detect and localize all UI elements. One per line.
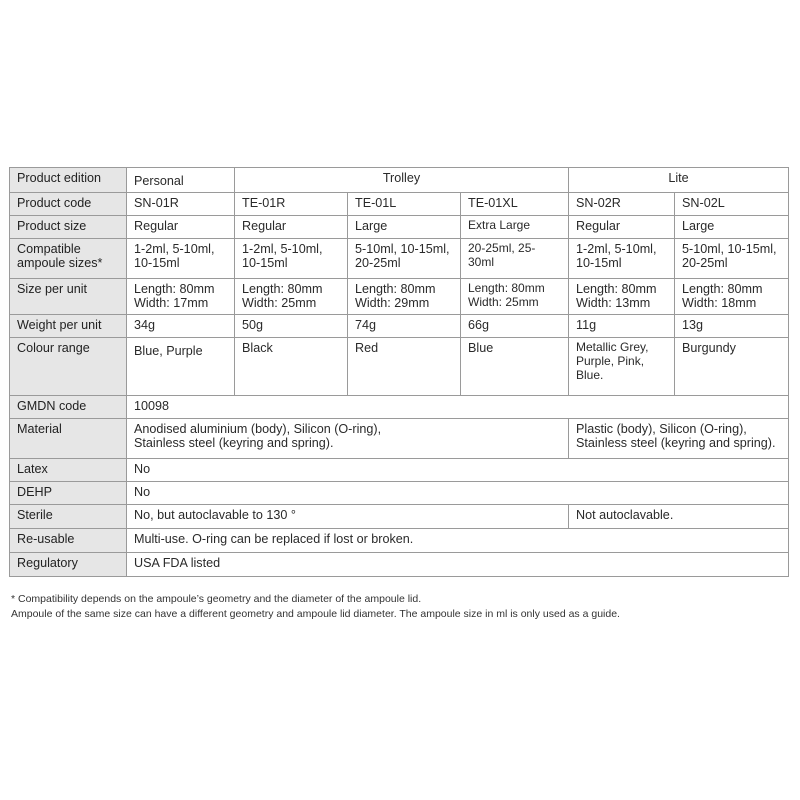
label-size-per-unit: Size per unit bbox=[10, 279, 127, 315]
row-size bbox=[10, 216, 789, 239]
weight-cell: 11g bbox=[569, 314, 675, 337]
size-cell: Regular bbox=[127, 216, 235, 239]
material-plastic: Plastic (body), Silicon (O-ring), Stainless steel (keyring and spring). bbox=[569, 418, 789, 458]
material-metal: Anodised aluminium (body), Silicon (O-ring), Stainless steel (keyring and spring). bbox=[127, 418, 569, 458]
colour-cell: Red bbox=[348, 337, 461, 395]
sterile-lite: Not autoclavable. bbox=[569, 504, 789, 528]
size-cell: Extra Large bbox=[461, 216, 569, 239]
ampoule-cell: 5-10ml, 10-15ml, 20-25ml bbox=[675, 239, 789, 279]
edition-lite: Lite bbox=[569, 168, 789, 193]
dims-cell: Length: 80mm Width: 13mm bbox=[569, 279, 675, 315]
label-weight: Weight per unit bbox=[10, 314, 127, 337]
code-cell: SN-01R bbox=[127, 193, 235, 216]
colour-cell: Burgundy bbox=[675, 337, 789, 395]
code-cell: TE-01R bbox=[235, 193, 348, 216]
row-regulatory bbox=[10, 552, 789, 576]
label-reusable: Re-usable bbox=[10, 528, 127, 552]
size-cell: Regular bbox=[235, 216, 348, 239]
code-cell: TE-01XL bbox=[461, 193, 569, 216]
label-gmdn: GMDN code bbox=[10, 395, 127, 418]
footnote-compatibility: * Compatibility depends on the ampoule’s geometry and the diameter of the ampoule lid. bbox=[11, 593, 422, 605]
size-cell: Large bbox=[348, 216, 461, 239]
gmdn-value: 10098 bbox=[127, 395, 789, 418]
ampoule-cell: 5-10ml, 10-15ml, 20-25ml bbox=[348, 239, 461, 279]
label-code: Product code bbox=[10, 193, 127, 216]
colour-cell: Blue, Purple bbox=[127, 337, 235, 395]
footnote-ampoule-guide: Ampoule of the same size can have a different geometry and ampoule lid diameter. The ampoule size in ml is only used as a guide. bbox=[11, 607, 620, 620]
ampoule-cell: 1-2ml, 5-10ml, 10-15ml bbox=[235, 239, 348, 279]
label-sterile: Sterile bbox=[10, 504, 127, 528]
sterile-metal: No, but autoclavable to 130 ° bbox=[127, 504, 569, 528]
edition-personal: Personal bbox=[127, 168, 235, 193]
latex-value: No bbox=[127, 458, 789, 481]
row-colour bbox=[10, 337, 789, 395]
dims-cell: Length: 80mm Width: 18mm bbox=[675, 279, 789, 315]
code-cell: SN-02L bbox=[675, 193, 789, 216]
edition-trolley: Trolley bbox=[235, 168, 569, 193]
row-edition bbox=[10, 168, 789, 193]
row-latex bbox=[10, 458, 789, 481]
dims-cell: Length: 80mm Width: 29mm bbox=[348, 279, 461, 315]
label-colour: Colour range bbox=[10, 337, 127, 395]
row-size-per-unit bbox=[10, 279, 789, 315]
row-material bbox=[10, 418, 789, 458]
weight-cell: 74g bbox=[348, 314, 461, 337]
label-size: Product size bbox=[10, 216, 127, 239]
weight-cell: 50g bbox=[235, 314, 348, 337]
code-cell: TE-01L bbox=[348, 193, 461, 216]
row-code bbox=[10, 193, 789, 216]
dims-cell: Length: 80mm Width: 25mm bbox=[235, 279, 348, 315]
ampoule-cell: 1-2ml, 5-10ml, 10-15ml bbox=[569, 239, 675, 279]
label-latex: Latex bbox=[10, 458, 127, 481]
row-gmdn bbox=[10, 395, 789, 418]
dehp-value: No bbox=[127, 481, 789, 504]
row-ampoule bbox=[10, 239, 789, 279]
dims-cell: Length: 80mm Width: 25mm bbox=[461, 279, 569, 315]
product-spec-table bbox=[9, 167, 789, 577]
size-cell: Large bbox=[675, 216, 789, 239]
ampoule-cell: 1-2ml, 5-10ml, 10-15ml bbox=[127, 239, 235, 279]
colour-cell: Metallic Grey, Purple, Pink, Blue. bbox=[569, 337, 675, 395]
row-sterile bbox=[10, 504, 789, 528]
weight-cell: 66g bbox=[461, 314, 569, 337]
label-ampoule: Compatible ampoule sizes* bbox=[10, 239, 127, 279]
row-weight bbox=[10, 314, 789, 337]
dims-cell: Length: 80mm Width: 17mm bbox=[127, 279, 235, 315]
label-material: Material bbox=[10, 418, 127, 458]
label-edition: Product edition bbox=[10, 168, 127, 193]
regulatory-value: USA FDA listed bbox=[127, 552, 789, 576]
size-cell: Regular bbox=[569, 216, 675, 239]
ampoule-cell: 20-25ml, 25-30ml bbox=[461, 239, 569, 279]
row-reusable bbox=[10, 528, 789, 552]
colour-cell: Blue bbox=[461, 337, 569, 395]
colour-cell: Black bbox=[235, 337, 348, 395]
footnotes bbox=[11, 592, 791, 621]
reusable-value: Multi-use. O-ring can be replaced if lost or broken. bbox=[127, 528, 789, 552]
weight-cell: 34g bbox=[127, 314, 235, 337]
weight-cell: 13g bbox=[675, 314, 789, 337]
code-cell: SN-02R bbox=[569, 193, 675, 216]
label-regulatory: Regulatory bbox=[10, 552, 127, 576]
label-dehp: DEHP bbox=[10, 481, 127, 504]
row-dehp bbox=[10, 481, 789, 504]
